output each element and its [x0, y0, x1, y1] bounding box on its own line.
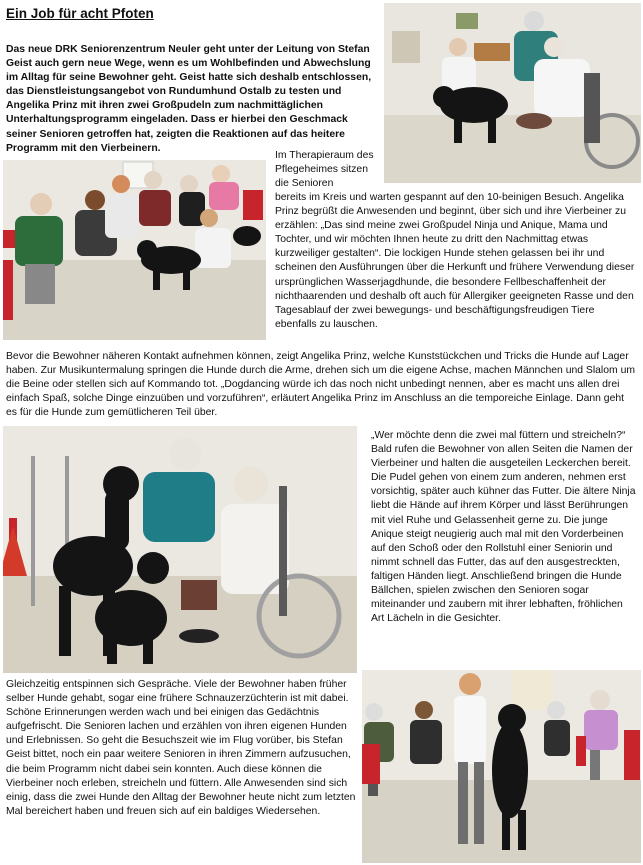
article-title: Ein Job für acht Pfoten: [6, 6, 154, 21]
photo-trainer-with-jumping-poodle: [362, 670, 641, 863]
paragraph-conversations: Gleichzeitig entspinnen sich Gespräche. Viele der Bewohner haben früher selber Hunde gehabt, sogar eine frühere Schnauzerzüchterin ist mit dabei. Schöne Erinnerungen werden wach und bei einigen das Gedächtnis aufgefrischt. Die Senioren lachen und erzählen von ihren eigenen Hunden und Erlebnissen. So geht die Besuchszeit wie im Flug vorüber, bis Stefan Geist bittet, noch ein paar weitere Senioren in ihren Zimmern aufzusuchen, die beim Programm nicht dabei sein konnten. Auch diese können die Vierbeiner noch erleben, streicheln und füttern. Alle Anwesenden sind sich einig, dass die zwei Hunde den Alltag der Bewohner heute nicht zum letzten Mal bereichert haben und freuen sich auf ein baldiges Wiedersehen.: [6, 679, 356, 817]
intro-paragraph: Das neue DRK Seniorenzentrum Neuler geht unter der Leitung von Stefan Geist auch gern neue Wege, wenn es um Wohlbefinden und Abwechslung im Alltag für seine Bewohner geht. Geist hatte sich deshalb entschlossen, das Dienstleistungsangebot von Rundumhund Ostalb zu testen und Angelika Prinz mit ihren zwei Großpudeln zum nachmittäglichen Unterhaltungsprogramm eingeladen. Dass er hierbei den Geschmack seiner Senioren getroffen hat, zeigten die Reaktionen auf das heitere Programm mit den Vierbeinern.: [6, 44, 372, 154]
paragraph-feeding: „Wer möchte denn die zwei mal füttern und streicheln?“ Bald rufen die Bewohner von allen Seiten die Namen der Vierbeiner und halten die ausgeteilen Leckerchen bereit. Die Pudel gehen von einem zum anderen, nehmen erst vorsichtig, später auch kühner das Futter. Die ältere Ninja liebt die Hände auf ihrem Körper und lässt Berührungen mit viel Ruhe und Gelassenheit gerne zu. Die junge Anique steigt neugierig auch mal mit den Vorderbeinen auf den Schoß oder den Rollstuhl einer Seniorin und nimmt schnell das Futter, das auf den ausgestreckten, faltigen Händen liegt. Anschließend bringen die Hunde Bällchen, spielen zwischen den Senioren sogar miteinander und zaubern mit ihrer lebhaften, fröhlichen Art Lächeln in die Gesichter.: [371, 430, 636, 625]
photo-poodles-with-wheelchair-seniors: [3, 426, 357, 673]
paragraph-therapy-room: bereits im Kreis und warten gespannt auf den 10-beinigen Besuch. Angelika Prinz begrüßt die Anwesenden und beginnt, über sich und ihre Vierbeiner zu erzählen: „Das sind meine zwei Großpudel Ninja und Anique, Mama und Tochter, und wir möchten Ihnen heute zu dritt den Nachmittag etwas kurzweiliger gestalten“. Die lockigen Hunde stehen gelassen bei ihr und scheinen den Ausführungen über die Herkunft und frühere Verwendung dieser ursprünglichen Wasserjagdhunde, die besondere Fellbeschaffenheit der nichthaarenden und deshalb oft auch für Allergiker geeigneten Rasse und den Tagesablauf der zwei bewegungs- und beschäftigungsfreudigen Tiere ebenfalls zu lauschen.: [275, 192, 635, 330]
photo-seniors-circle: [3, 160, 266, 340]
photo-seniors-feeding-poodle: [384, 3, 641, 183]
paragraph-tricks: Bevor die Bewohner näheren Kontakt aufnehmen können, zeigt Angelika Prinz, welche Kunststückchen und Tricks die Hunde auf Lager haben. Zur Musikuntermalung springen die Hunde durch die Arme, drehen sich um die eigene Achse, machen Männchen und Slalom um die Beine oder stellen sich auf Kommando tot. „Dogdancing würde ich das noch nicht unbedingt nennen, aber es macht uns allen drei einfach Spaß, solche Dinge einzuüben und vorzuführen“, erläutert Angelika Prinz im Anschluss an die temporeiche Einlage. Dann geht es für die Hunde zum gemütlicheren Teil über.: [6, 351, 635, 419]
paragraph-therapy-room-intro: Im Therapieraum des Pflegeheimes sitzen die Senioren: [275, 150, 374, 190]
